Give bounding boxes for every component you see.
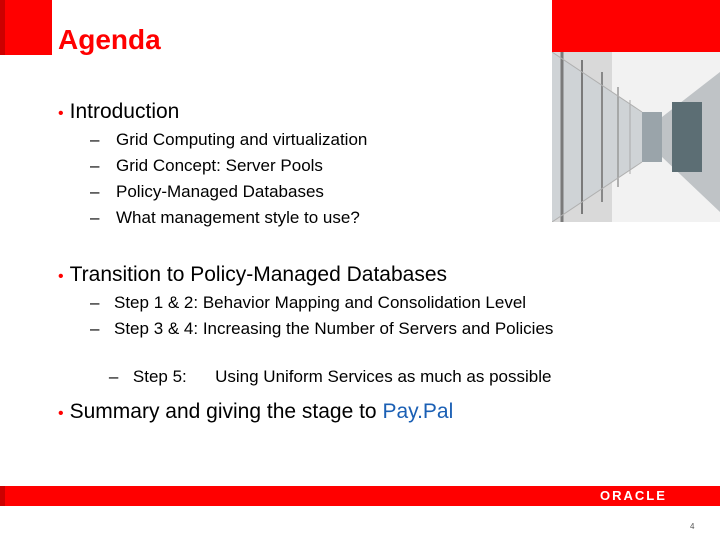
sub-item-text: Step 3 & 4: Increasing the Number of Servers and Policies xyxy=(114,319,554,338)
sub-item xyxy=(90,292,526,314)
dash-marker: – xyxy=(90,293,100,312)
sub-item xyxy=(90,318,553,340)
dash-marker: – xyxy=(90,208,100,227)
title-red-block xyxy=(0,0,52,55)
sub-item xyxy=(90,181,324,203)
bullet-dot: • xyxy=(58,105,64,122)
sub-item-text: Grid Concept: Server Pools xyxy=(116,156,323,175)
bullet-dot: • xyxy=(58,405,64,422)
footer-dark-strip xyxy=(0,486,5,506)
dash-marker: – xyxy=(90,319,100,338)
bullet-text: Transition to Policy-Managed Databases xyxy=(69,263,448,286)
corridor-photo xyxy=(552,52,720,222)
bullet-dot: • xyxy=(58,268,64,285)
sub-item-text: Grid Computing and virtualization xyxy=(116,130,368,149)
sub-item-text: Step 1 & 2: Behavior Mapping and Consolidation Level xyxy=(114,293,527,312)
title-red-strip xyxy=(0,0,5,55)
sub-item xyxy=(90,207,360,229)
dash-marker: – xyxy=(90,182,100,201)
bullet-transition xyxy=(58,262,447,290)
oracle-logo: ORACLE xyxy=(600,488,667,503)
dash-marker: – xyxy=(108,367,119,386)
bullet-text: Introduction xyxy=(69,100,180,123)
dash-marker: – xyxy=(90,130,100,149)
sub-item xyxy=(90,129,367,151)
slide-title: Agenda xyxy=(58,24,161,55)
sub-item-text: Step 5: Using Uniform Services as much as possible xyxy=(132,367,552,386)
sub-item-text: What management style to use? xyxy=(116,208,360,227)
page-number: 4 xyxy=(690,522,695,531)
bullet-summary xyxy=(58,399,453,427)
corner-red-block xyxy=(552,0,720,52)
bullet-text: Summary and giving the stage to xyxy=(69,400,383,423)
sub-item xyxy=(90,155,323,177)
dash-marker: – xyxy=(90,156,100,175)
bullet-introduction xyxy=(58,99,179,127)
sub-item-text: Policy-Managed Databases xyxy=(116,182,324,201)
paypal-link[interactable]: Pay.Pal xyxy=(382,400,454,423)
